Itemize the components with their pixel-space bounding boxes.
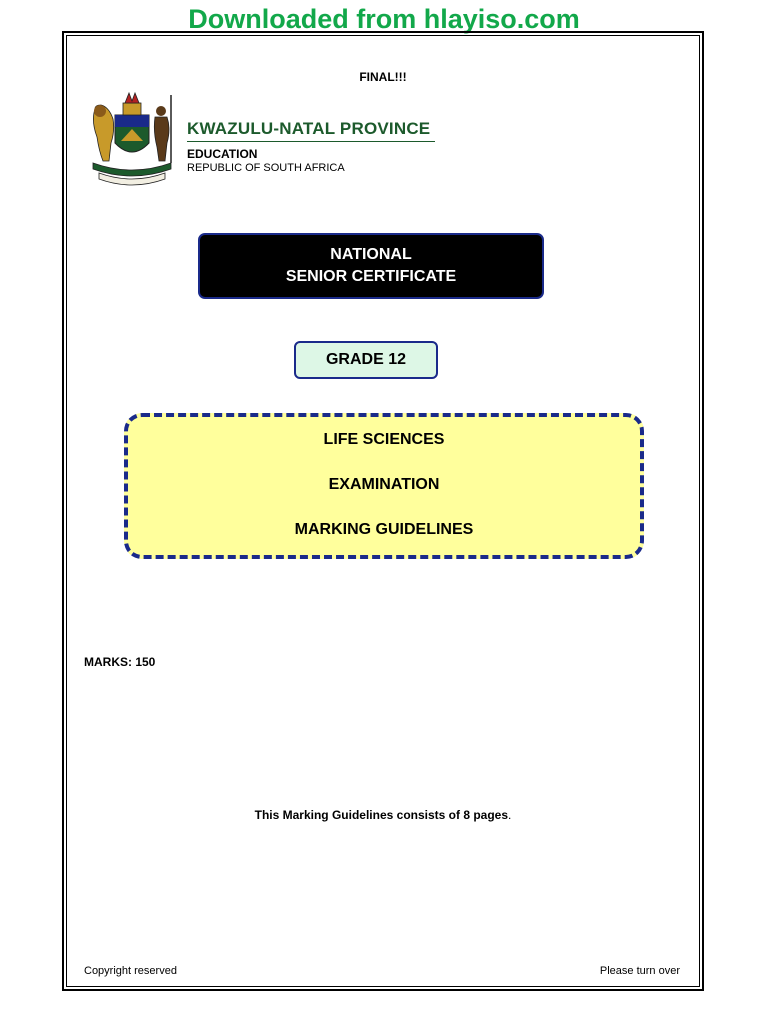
download-banner: Downloaded from hlayiso.com bbox=[188, 4, 580, 34]
exam-type: EXAMINATION bbox=[328, 476, 440, 493]
department-name: EDUCATION bbox=[187, 147, 258, 161]
subject-name: LIFE SCIENCES bbox=[323, 431, 445, 448]
grade-label: GRADE 12 bbox=[325, 351, 407, 368]
copyright-notice: Copyright reserved bbox=[84, 965, 177, 977]
final-label: FINAL!!! bbox=[359, 70, 407, 84]
grade-badge bbox=[294, 341, 438, 379]
certificate-banner bbox=[198, 233, 544, 299]
page-count-note bbox=[64, 808, 702, 822]
document-page bbox=[62, 31, 704, 991]
certificate-line-2: SENIOR CERTIFICATE bbox=[285, 268, 457, 285]
page-count-period: . bbox=[508, 808, 512, 822]
country-name: REPUBLIC OF SOUTH AFRICA bbox=[187, 162, 345, 174]
province-divider bbox=[187, 141, 435, 142]
page-count-text: This Marking Guidelines consists of 8 pages bbox=[254, 808, 509, 822]
marks-total: MARKS: 150 bbox=[84, 655, 156, 669]
province-title: KWAZULU-NATAL PROVINCE bbox=[187, 119, 431, 138]
coat-of-arms-icon bbox=[85, 81, 179, 191]
turn-over-notice: Please turn over bbox=[599, 965, 680, 977]
document-type: MARKING GUIDELINES bbox=[294, 521, 474, 538]
subject-panel bbox=[124, 413, 644, 559]
certificate-line-1: NATIONAL bbox=[330, 246, 412, 263]
